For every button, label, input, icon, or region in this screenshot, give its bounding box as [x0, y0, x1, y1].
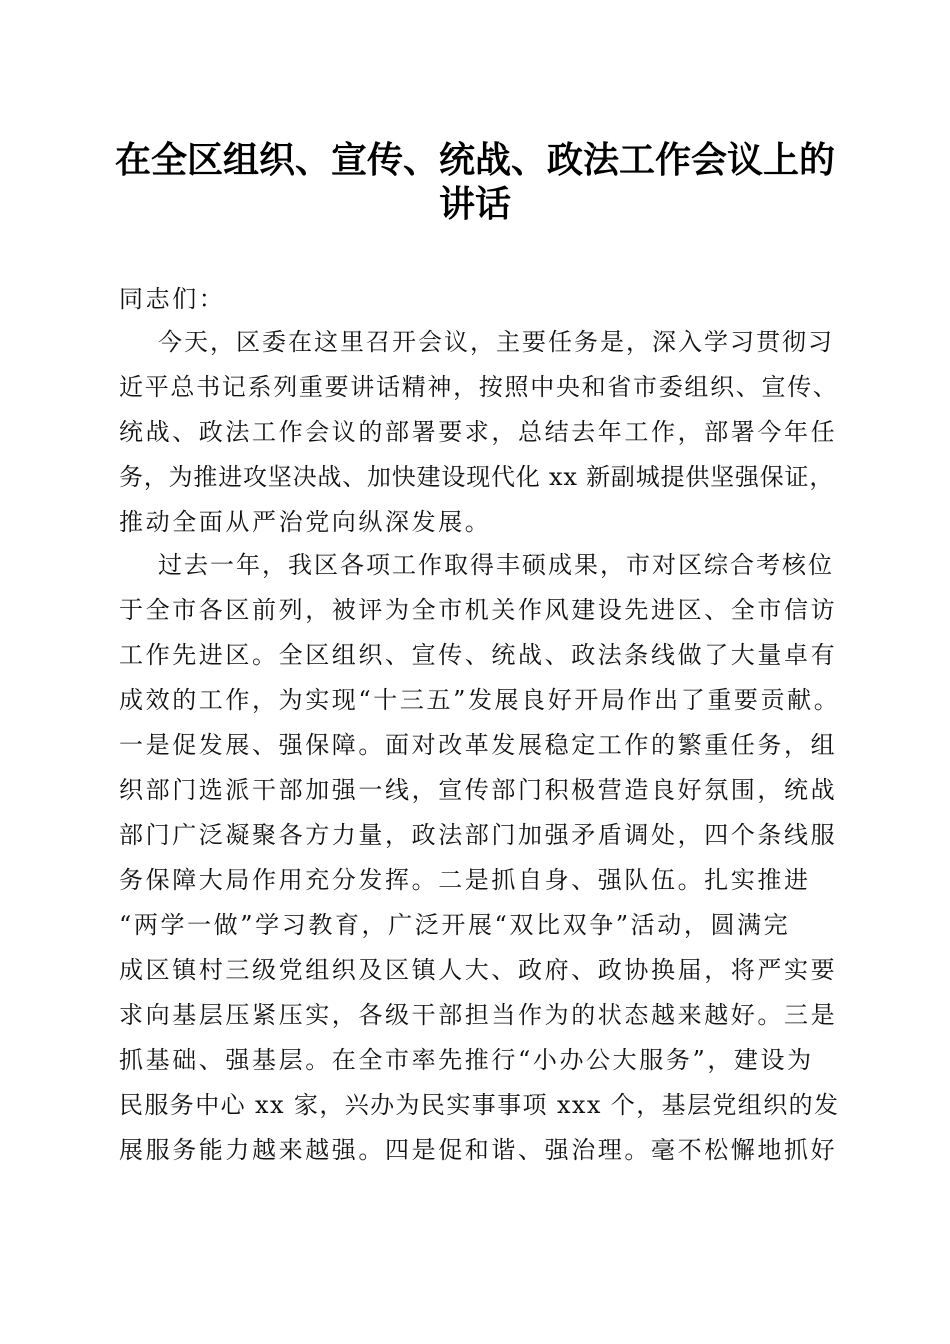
paragraph-1-line: 务，为推进攻坚决战、加快建设现代化 xx 新副城提供坚强保证， — [119, 463, 835, 491]
document-title-line-2: 讲话 — [438, 183, 511, 225]
paragraph-2-line: 展服务能力越来越强。四是促和谐、强治理。毫不松懈地抓好 — [119, 1136, 838, 1164]
paragraph-1-line: 近平总书记系列重要讲话精神，按照中央和省市委组织、宣传、 — [119, 373, 839, 401]
paragraph-2-line: 务保障大局作用充分发挥。二是抓自身、强队伍。扎实推进 — [119, 866, 811, 894]
paragraph-2-line: 成效的工作，为实现“十三五”发展良好开局作出了重要贡献。 — [119, 686, 841, 714]
paragraph-2-line: 一是促发展、强保障。面对改革发展稳定工作的繁重任务，组 — [119, 731, 838, 759]
paragraph-2-line: 于全市各区前列，被评为全市机关作风建设先进区、全市信访 — [119, 596, 838, 624]
paragraph-2-line: 工作先进区。全区组织、宣传、统战、政法条线做了大量卓有 — [119, 641, 838, 669]
paragraph-2-line: 抓基础、强基层。在全市率先推行“小办公大服务”，建设为 — [119, 1046, 814, 1074]
paragraph-2-line: 民服务中心 xx 家，兴办为民实事事项 xxx 个，基层党组织的发 — [119, 1091, 840, 1119]
paragraph-2-line: 求向基层压紧压实，各级干部担当作为的状态越来越好。三是 — [119, 1001, 838, 1029]
paragraph-2-line: 织部门选派干部加强一线，宣传部门积极营造良好氛围，统战 — [119, 776, 838, 804]
paragraph-2-line: 部门广泛凝聚各方力量，政法部门加强矛盾调处，四个条线服 — [119, 821, 838, 849]
paragraph-2-line: 过去一年，我区各项工作取得丰硕成果，市对区综合考核位 — [158, 551, 834, 579]
paragraph-1-line: 今天，区委在这里召开会议，主要任务是，深入学习贯彻习 — [158, 328, 834, 356]
salutation: 同志们： — [119, 285, 226, 313]
paragraph-1-line: 推动全面从严治党向纵深发展。 — [119, 508, 492, 536]
paragraph-1-line: 统战、政法工作会议的部署要求，总结去年工作，部署今年任 — [119, 418, 838, 446]
paragraph-2-line: 成区镇村三级党组织及区镇人大、政府、政协换届，将严实要 — [119, 956, 838, 984]
document-title-line-1: 在全区组织、宣传、统战、政法工作会议上的 — [114, 139, 835, 181]
paragraph-2-line: “两学一做”学习教育，广泛开展“双比双争”活动，圆满完 — [119, 911, 791, 939]
